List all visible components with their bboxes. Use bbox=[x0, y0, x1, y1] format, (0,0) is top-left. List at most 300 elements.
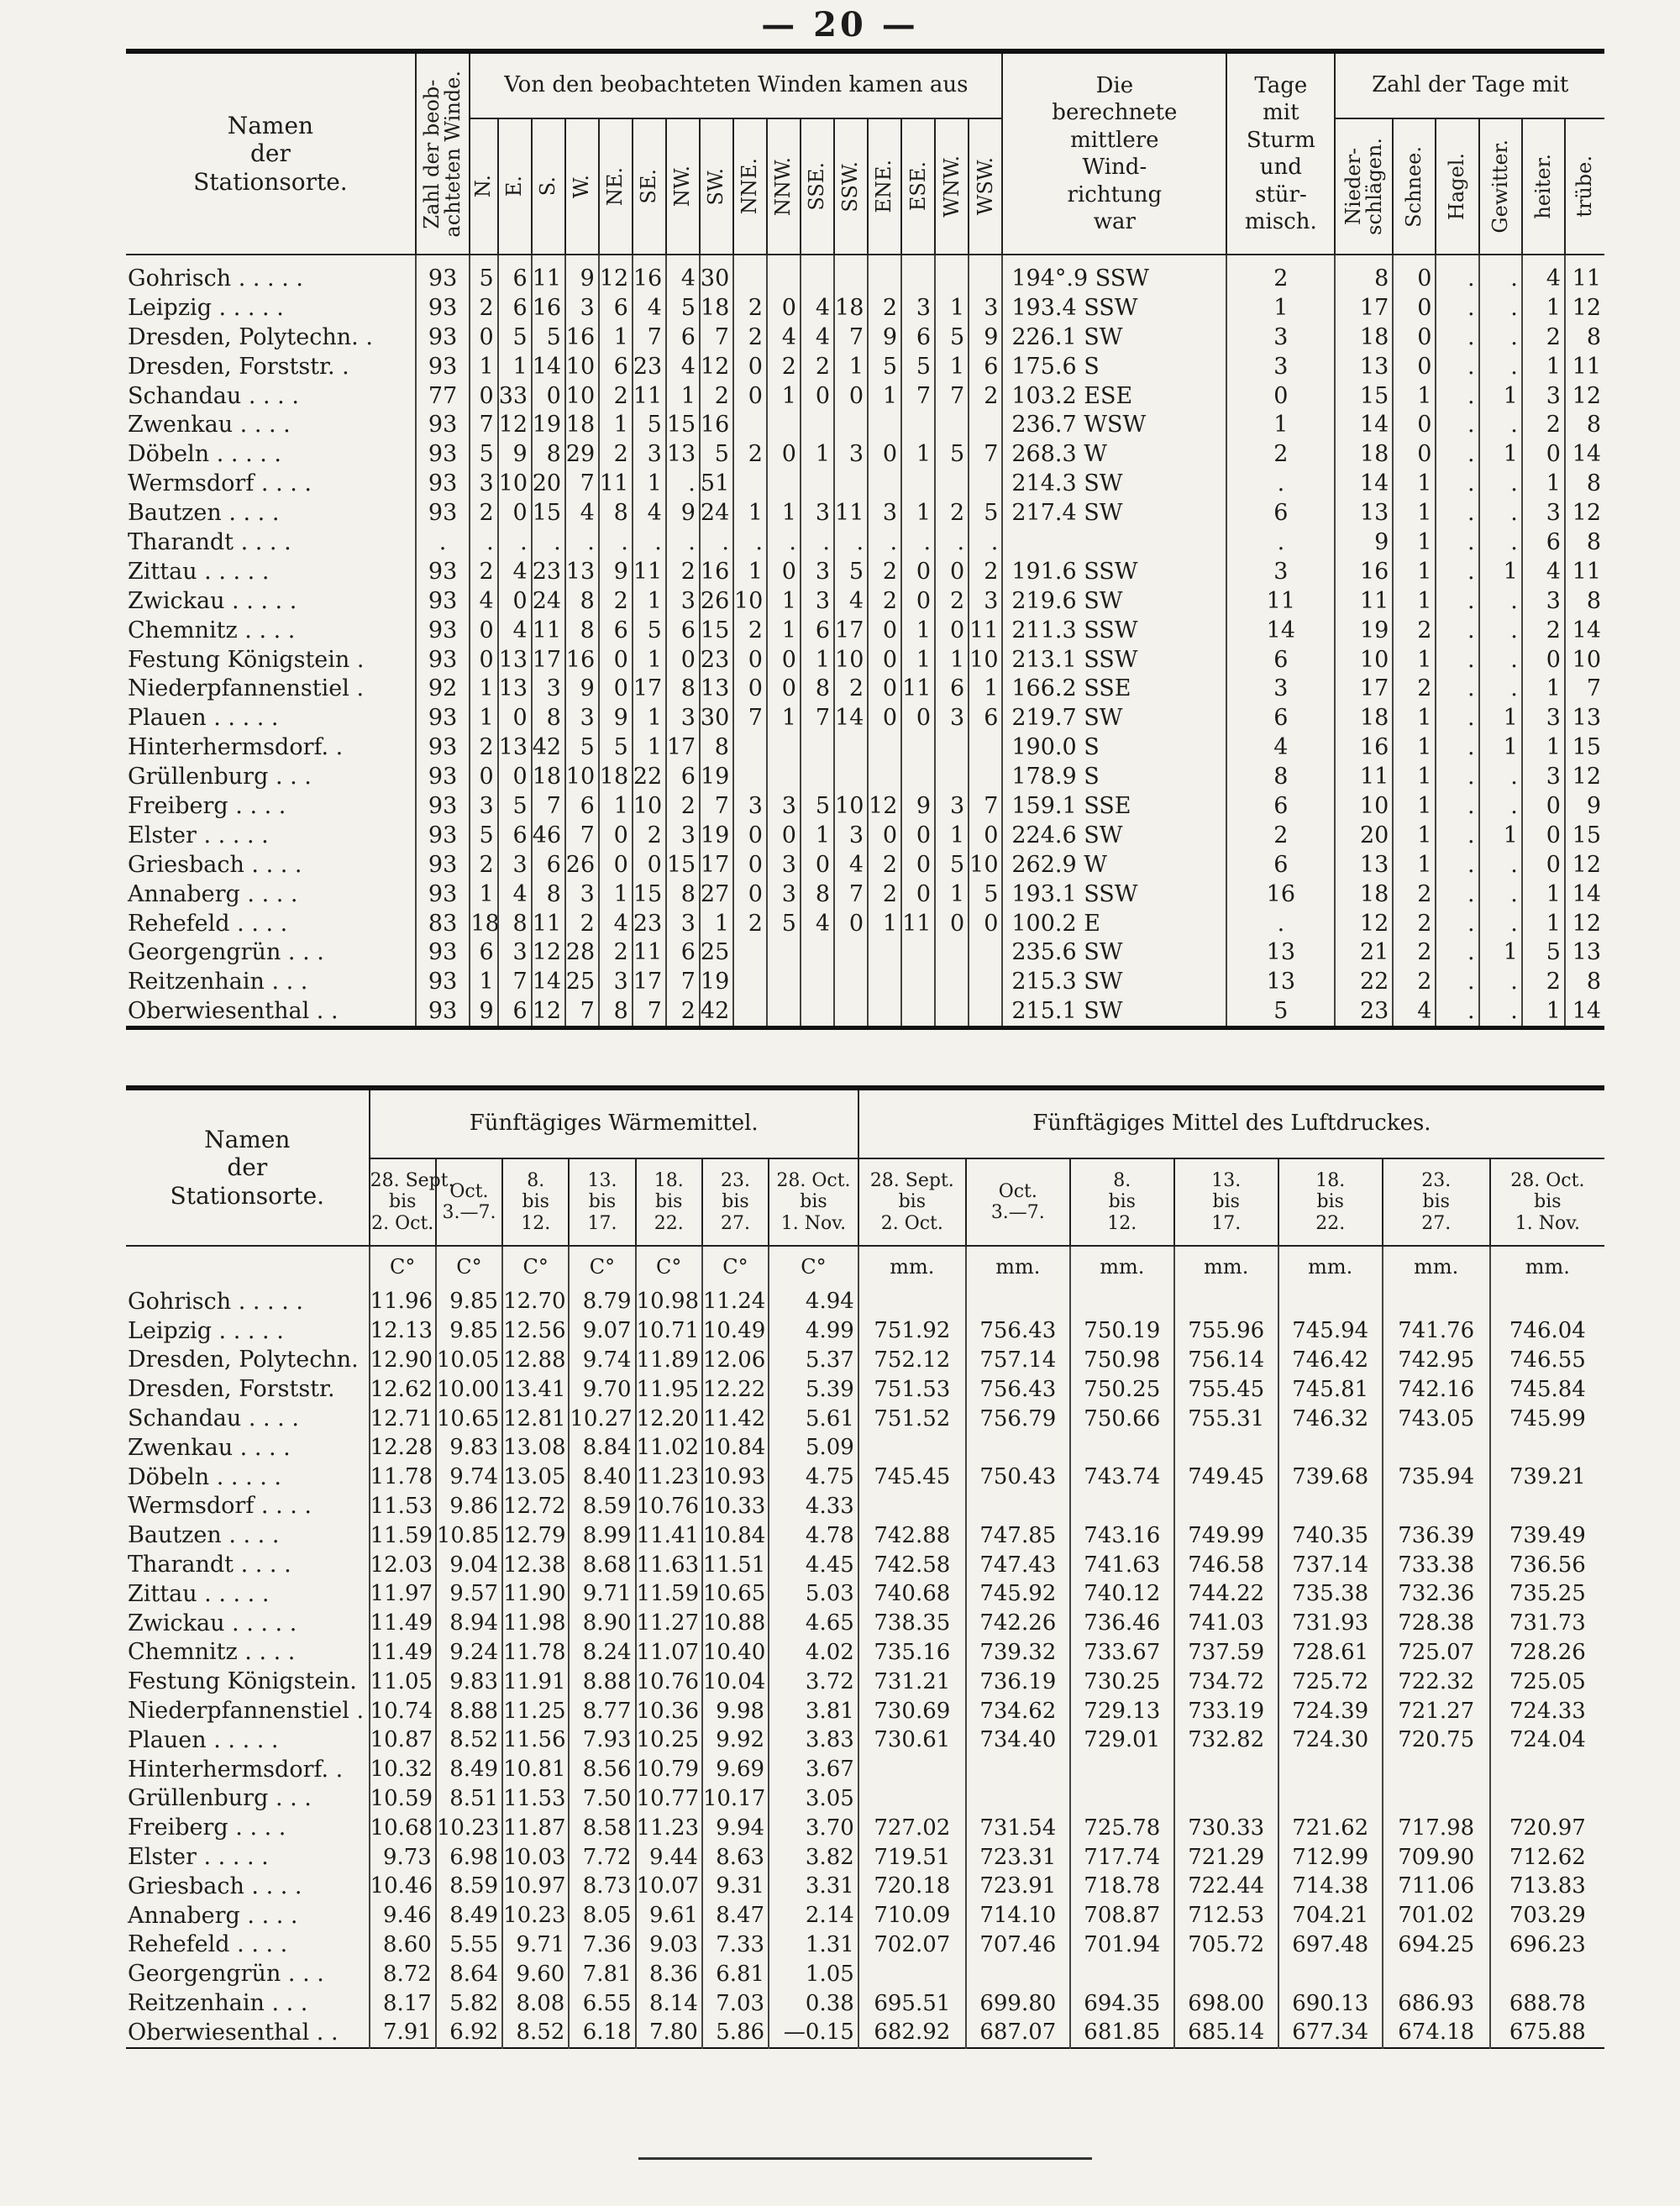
day-count: 16 bbox=[1335, 557, 1393, 586]
temp-unit: C° bbox=[370, 1246, 436, 1287]
temperature-value: 11.90 bbox=[502, 1579, 569, 1609]
wind-count: 5 bbox=[767, 909, 801, 938]
day-count: . bbox=[1436, 255, 1478, 293]
wind-count: 1 bbox=[901, 616, 935, 645]
mean-direction: 236.7 WSW bbox=[1002, 410, 1226, 439]
wind-count: 9 bbox=[666, 498, 700, 528]
day-count: 8 bbox=[1565, 469, 1604, 498]
wind-count bbox=[969, 255, 1002, 293]
pressure-value bbox=[858, 1755, 966, 1784]
wind-count: 10 bbox=[498, 469, 532, 498]
temperature-value: 9.46 bbox=[370, 1901, 436, 1930]
wind-count: 1 bbox=[633, 469, 666, 498]
wind-count: 2 bbox=[733, 293, 767, 323]
wind-count: 25 bbox=[565, 967, 599, 996]
pressure-value: 740.12 bbox=[1070, 1579, 1174, 1609]
pressure-value: 733.38 bbox=[1383, 1550, 1490, 1579]
wind-count: 4 bbox=[834, 586, 868, 616]
temperature-value: 4.99 bbox=[769, 1316, 858, 1346]
wind-count bbox=[801, 938, 834, 967]
storm-days: 3 bbox=[1226, 352, 1335, 381]
wind-count: 33 bbox=[498, 381, 532, 411]
wind-count: 7 bbox=[565, 996, 599, 1027]
temperature-value: 4.94 bbox=[769, 1287, 858, 1316]
observed-count: 93 bbox=[416, 586, 470, 616]
wind-count: 2 bbox=[470, 850, 497, 880]
pressure-value: 755.96 bbox=[1174, 1316, 1278, 1346]
wind-count: 2 bbox=[868, 850, 901, 880]
storm-days: 14 bbox=[1226, 616, 1335, 645]
day-count: . bbox=[1436, 880, 1478, 909]
temperature-value: 8.84 bbox=[569, 1433, 635, 1463]
wind-count bbox=[767, 938, 801, 967]
pressure-value: 750.25 bbox=[1070, 1374, 1174, 1404]
temperature-value: 8.24 bbox=[569, 1638, 635, 1668]
temperature-value: 7.81 bbox=[569, 1959, 635, 1988]
pressure-value bbox=[858, 1959, 966, 1988]
temperature-value: 8.63 bbox=[702, 1842, 769, 1872]
day-count: 18 bbox=[1335, 439, 1393, 469]
wind-count: 13 bbox=[498, 733, 532, 762]
wind-count: 12 bbox=[868, 791, 901, 821]
table-row bbox=[126, 1725, 1604, 1755]
wind-count: 0 bbox=[801, 850, 834, 880]
mean-direction: 190.0 S bbox=[1002, 733, 1226, 762]
day-count: . bbox=[1436, 381, 1478, 411]
day-count: . bbox=[1436, 996, 1478, 1027]
temperature-value: 11.91 bbox=[502, 1667, 569, 1696]
observed-count: 93 bbox=[416, 850, 470, 880]
day-col-header: Nieder- schlägen. bbox=[1335, 118, 1393, 255]
pressure-value bbox=[1278, 1433, 1383, 1463]
pressure-value: 675.88 bbox=[1490, 2018, 1604, 2048]
wind-count bbox=[868, 762, 901, 791]
station-name: Tharandt . . . . bbox=[128, 528, 291, 555]
pressure-value: 720.97 bbox=[1490, 1813, 1604, 1842]
temperature-value: 11.24 bbox=[702, 1287, 769, 1316]
pressure-value: 687.07 bbox=[966, 2018, 1070, 2048]
wind-count: 1 bbox=[935, 645, 969, 675]
dir-header: E. bbox=[498, 118, 532, 255]
pressure-value: 756.43 bbox=[966, 1374, 1070, 1404]
units-row bbox=[126, 1246, 1604, 1287]
station-name: Tharandt . . . . bbox=[128, 1552, 291, 1578]
wind-count: 17 bbox=[700, 850, 733, 880]
pressure-value: 733.19 bbox=[1174, 1696, 1278, 1725]
temperature-value: 3.67 bbox=[769, 1755, 858, 1784]
station-name: Wermsdorf . . . . bbox=[128, 1493, 312, 1520]
temperature-value: 10.74 bbox=[370, 1696, 436, 1725]
pressure-unit: mm. bbox=[1278, 1246, 1383, 1287]
station-name: Schandau . . . . bbox=[128, 1405, 299, 1432]
storm-days: 2 bbox=[1226, 821, 1335, 850]
day-count: 2 bbox=[1393, 674, 1436, 703]
temperature-value: 8.64 bbox=[436, 1959, 502, 1988]
storm-days: 1 bbox=[1226, 293, 1335, 323]
table-row bbox=[126, 352, 1604, 381]
wind-count: 0 bbox=[733, 674, 767, 703]
day-count: 11 bbox=[1565, 255, 1604, 293]
pressure-period-header: 18. bis 22. bbox=[1278, 1158, 1383, 1246]
day-count: 13 bbox=[1565, 938, 1604, 967]
wind-count bbox=[733, 255, 767, 293]
temperature-value: 10.07 bbox=[636, 1872, 702, 1901]
mean-direction: 193.4 SSW bbox=[1002, 293, 1226, 323]
temperature-value: 7.36 bbox=[569, 1930, 635, 1960]
wind-count: 1 bbox=[935, 880, 969, 909]
wind-count: 1 bbox=[801, 645, 834, 675]
day-count: 1 bbox=[1522, 469, 1565, 498]
wind-count bbox=[801, 967, 834, 996]
day-count: 8 bbox=[1565, 967, 1604, 996]
temperature-value: 13.08 bbox=[502, 1433, 569, 1463]
wind-count: 7 bbox=[532, 791, 565, 821]
wind-count: 1 bbox=[470, 967, 497, 996]
wind-count: 3 bbox=[935, 703, 969, 733]
day-count: 14 bbox=[1565, 880, 1604, 909]
mean-direction: 193.1 SSW bbox=[1002, 880, 1226, 909]
day-count: 14 bbox=[1565, 616, 1604, 645]
temperature-value: 10.76 bbox=[636, 1667, 702, 1696]
temperature-value: 12.81 bbox=[502, 1404, 569, 1433]
day-count: 12 bbox=[1565, 762, 1604, 791]
temperature-value: 8.05 bbox=[569, 1901, 635, 1930]
day-count: 3 bbox=[1522, 381, 1565, 411]
temperature-value: 9.83 bbox=[436, 1433, 502, 1463]
day-count: 1 bbox=[1393, 821, 1436, 850]
wind-count: 5 bbox=[532, 323, 565, 352]
temperature-value: 5.39 bbox=[769, 1374, 858, 1404]
wind-count: 1 bbox=[767, 703, 801, 733]
pressure-value: 735.38 bbox=[1278, 1579, 1383, 1609]
day-count: . bbox=[1479, 880, 1522, 909]
wind-count: 16 bbox=[700, 557, 733, 586]
day-count: . bbox=[1436, 791, 1478, 821]
day-count: 8 bbox=[1565, 528, 1604, 557]
wind-count: 0 bbox=[733, 850, 767, 880]
wind-count: 1 bbox=[733, 557, 767, 586]
table-row bbox=[126, 1404, 1604, 1433]
pressure-value: 742.58 bbox=[858, 1550, 966, 1579]
pressure-value: 710.09 bbox=[858, 1901, 966, 1930]
day-count: . bbox=[1436, 469, 1478, 498]
wind-count: . bbox=[666, 469, 700, 498]
day-count: 1 bbox=[1522, 996, 1565, 1027]
observed-count: 93 bbox=[416, 439, 470, 469]
wind-count: 9 bbox=[599, 557, 633, 586]
temperature-pressure-body bbox=[126, 1246, 1604, 2048]
pressure-value: 730.25 bbox=[1070, 1667, 1174, 1696]
storm-days: 2 bbox=[1226, 439, 1335, 469]
table-row bbox=[126, 996, 1604, 1027]
station-name: Niederpfannenstiel . bbox=[128, 675, 365, 702]
wind-table bbox=[126, 49, 1604, 1030]
observed-count: 93 bbox=[416, 821, 470, 850]
wind-count: 2 bbox=[470, 498, 497, 528]
temperature-value: 8.47 bbox=[702, 1901, 769, 1930]
station-names-header-2: Namen der Stationsorte. bbox=[126, 1088, 370, 1246]
wind-count: 6 bbox=[599, 616, 633, 645]
wind-count: 0 bbox=[498, 498, 532, 528]
wind-count: . bbox=[700, 528, 733, 557]
pressure-value bbox=[1383, 1492, 1490, 1521]
pressure-unit: mm. bbox=[1174, 1246, 1278, 1287]
dir-header: SSE. bbox=[801, 118, 834, 255]
day-count: 9 bbox=[1565, 791, 1604, 821]
pressure-value: 723.31 bbox=[966, 1842, 1070, 1872]
pressure-value: 747.85 bbox=[966, 1521, 1070, 1550]
pressure-value bbox=[1383, 1433, 1490, 1463]
wind-count: 6 bbox=[470, 938, 497, 967]
day-count: . bbox=[1436, 674, 1478, 703]
wind-count: 2 bbox=[599, 381, 633, 411]
wind-count: 23 bbox=[633, 352, 666, 381]
pressure-value: 746.55 bbox=[1490, 1346, 1604, 1375]
wind-count: 4 bbox=[834, 850, 868, 880]
pressure-unit: mm. bbox=[1070, 1246, 1174, 1287]
temperature-value: 11.23 bbox=[636, 1463, 702, 1492]
pressure-value: 688.78 bbox=[1490, 1988, 1604, 2018]
wind-count: 10 bbox=[969, 645, 1002, 675]
pressure-value bbox=[1490, 1784, 1604, 1814]
temperature-value: 7.03 bbox=[702, 1988, 769, 2018]
observed-count: 93 bbox=[416, 703, 470, 733]
temperature-value: 8.14 bbox=[636, 1988, 702, 2018]
day-count: 3 bbox=[1522, 586, 1565, 616]
day-count: 0 bbox=[1393, 255, 1436, 293]
pressure-value: 736.56 bbox=[1490, 1550, 1604, 1579]
day-count: 8 bbox=[1565, 586, 1604, 616]
dir-header: NNE. bbox=[733, 118, 767, 255]
temperature-value: 10.23 bbox=[502, 1901, 569, 1930]
wind-count: 7 bbox=[700, 791, 733, 821]
temperature-value: 11.02 bbox=[636, 1433, 702, 1463]
wind-count: 6 bbox=[935, 674, 969, 703]
day-count: . bbox=[1479, 255, 1522, 293]
temperature-value: 12.88 bbox=[502, 1346, 569, 1375]
wind-count: 25 bbox=[700, 938, 733, 967]
day-count: 2 bbox=[1393, 967, 1436, 996]
wind-count: 3 bbox=[935, 791, 969, 821]
temperature-value: 7.50 bbox=[569, 1784, 635, 1814]
temperature-value: 10.23 bbox=[436, 1813, 502, 1842]
wind-count: 1 bbox=[801, 821, 834, 850]
wind-count: 12 bbox=[532, 996, 565, 1027]
temperature-value: 8.08 bbox=[502, 1988, 569, 2018]
wind-count: 0 bbox=[767, 293, 801, 323]
wind-count bbox=[733, 996, 767, 1027]
wind-count: 2 bbox=[834, 674, 868, 703]
wind-count: 0 bbox=[935, 557, 969, 586]
day-count: . bbox=[1479, 469, 1522, 498]
station-name: Freiberg . . . . bbox=[128, 1815, 286, 1841]
pressure-value bbox=[1490, 1755, 1604, 1784]
storm-days: . bbox=[1226, 528, 1335, 557]
wind-count: 4 bbox=[666, 352, 700, 381]
observed-count: 93 bbox=[416, 938, 470, 967]
wind-count: 0 bbox=[767, 439, 801, 469]
wind-count: 0 bbox=[868, 674, 901, 703]
day-count: 13 bbox=[1565, 703, 1604, 733]
pressure-value: 751.92 bbox=[858, 1316, 966, 1346]
station-name: Festung Königstein . bbox=[128, 646, 365, 673]
temperature-value: 7.80 bbox=[636, 2018, 702, 2048]
temperature-value: 7.33 bbox=[702, 1930, 769, 1960]
temperature-value: 3.72 bbox=[769, 1667, 858, 1696]
day-count: . bbox=[1479, 323, 1522, 352]
wind-count: 10 bbox=[565, 381, 599, 411]
pressure-value: 697.48 bbox=[1278, 1930, 1383, 1960]
pressure-value: 718.78 bbox=[1070, 1872, 1174, 1901]
wind-count: 15 bbox=[532, 498, 565, 528]
table-row bbox=[126, 880, 1604, 909]
storm-days: 3 bbox=[1226, 323, 1335, 352]
wind-count: 2 bbox=[700, 381, 733, 411]
wind-count: . bbox=[666, 528, 700, 557]
day-count: 1 bbox=[1479, 703, 1522, 733]
day-count: . bbox=[1436, 703, 1478, 733]
temperature-value: 9.98 bbox=[702, 1696, 769, 1725]
wind-count: 7 bbox=[733, 703, 767, 733]
wind-count: 17 bbox=[633, 967, 666, 996]
day-count: 1 bbox=[1393, 469, 1436, 498]
wind-count: 7 bbox=[969, 439, 1002, 469]
wind-count: 0 bbox=[901, 850, 935, 880]
wind-count: 0 bbox=[470, 616, 497, 645]
temperature-value: 9.24 bbox=[436, 1638, 502, 1668]
temperature-value: 11.95 bbox=[636, 1374, 702, 1404]
dir-header: SE. bbox=[633, 118, 666, 255]
temperature-value: 12.79 bbox=[502, 1521, 569, 1550]
wind-count bbox=[868, 255, 901, 293]
wind-count: 5 bbox=[498, 323, 532, 352]
pressure-value: 709.90 bbox=[1383, 1842, 1490, 1872]
wind-count: 11 bbox=[532, 255, 565, 293]
day-count: 1 bbox=[1393, 381, 1436, 411]
wind-count bbox=[733, 762, 767, 791]
temperature-value: 11.23 bbox=[636, 1813, 702, 1842]
day-count: 6 bbox=[1522, 528, 1565, 557]
pressure-value: 730.61 bbox=[858, 1725, 966, 1755]
temperature-value: 8.79 bbox=[569, 1287, 635, 1316]
day-count: 14 bbox=[1335, 410, 1393, 439]
wind-count bbox=[801, 469, 834, 498]
wind-count: 7 bbox=[935, 381, 969, 411]
day-count: . bbox=[1436, 323, 1478, 352]
station-name: Oberwiesenthal . . bbox=[128, 2019, 339, 2046]
table-row bbox=[126, 1959, 1604, 1988]
storm-days: 6 bbox=[1226, 498, 1335, 528]
wind-count: 15 bbox=[666, 410, 700, 439]
dir-header: SSW. bbox=[834, 118, 868, 255]
pressure-value: 742.95 bbox=[1383, 1346, 1490, 1375]
wind-count bbox=[767, 255, 801, 293]
wind-count bbox=[834, 733, 868, 762]
wind-count: 1 bbox=[834, 352, 868, 381]
wind-count: 3 bbox=[834, 821, 868, 850]
pressure-value bbox=[1490, 1492, 1604, 1521]
temperature-value: 11.53 bbox=[502, 1784, 569, 1814]
wind-count: 2 bbox=[633, 821, 666, 850]
pressure-value: 728.38 bbox=[1383, 1609, 1490, 1638]
wind-count bbox=[901, 762, 935, 791]
pressure-value bbox=[1174, 1784, 1278, 1814]
day-count: . bbox=[1479, 410, 1522, 439]
wind-count: 0 bbox=[733, 645, 767, 675]
wind-count: 1 bbox=[599, 791, 633, 821]
wind-count bbox=[767, 469, 801, 498]
table-row bbox=[126, 1346, 1604, 1375]
station-name: Zittau . . . . . bbox=[128, 1580, 270, 1607]
day-count: 10 bbox=[1565, 645, 1604, 675]
wind-count: . bbox=[633, 528, 666, 557]
temperature-value: 10.81 bbox=[502, 1755, 569, 1784]
station-name: Döbeln . . . . . bbox=[128, 441, 282, 468]
temperature-value: 4.75 bbox=[769, 1463, 858, 1492]
day-count: 2 bbox=[1522, 323, 1565, 352]
wind-count: 0 bbox=[834, 381, 868, 411]
wind-count: 3 bbox=[565, 703, 599, 733]
wind-count: 5 bbox=[565, 733, 599, 762]
day-count: 23 bbox=[1335, 996, 1393, 1027]
temperature-value: 11.56 bbox=[502, 1725, 569, 1755]
temperature-value: —0.15 bbox=[769, 2018, 858, 2048]
wind-count: 11 bbox=[532, 909, 565, 938]
pressure-value bbox=[1383, 1755, 1490, 1784]
pressure-value: 731.93 bbox=[1278, 1609, 1383, 1638]
pressure-value bbox=[1174, 1287, 1278, 1316]
wind-count: 0 bbox=[498, 762, 532, 791]
temperature-value: 0.38 bbox=[769, 1988, 858, 2018]
day-col-header: heiter. bbox=[1522, 118, 1565, 255]
wind-count: 13 bbox=[498, 645, 532, 675]
observed-count-header: Zahl der beob- achteten Winde. bbox=[416, 51, 470, 255]
observed-count: 83 bbox=[416, 909, 470, 938]
pressure-value bbox=[1070, 1287, 1174, 1316]
wind-count bbox=[969, 967, 1002, 996]
day-count: . bbox=[1436, 557, 1478, 586]
temperature-value: 9.69 bbox=[702, 1755, 769, 1784]
wind-table-body bbox=[126, 255, 1604, 1028]
wind-count: 19 bbox=[532, 410, 565, 439]
temperature-value: 9.85 bbox=[436, 1287, 502, 1316]
temperature-value: 8.99 bbox=[569, 1521, 635, 1550]
day-count: . bbox=[1479, 850, 1522, 880]
wind-count: 5 bbox=[633, 410, 666, 439]
observed-count: . bbox=[416, 528, 470, 557]
wind-count: 2 bbox=[868, 586, 901, 616]
dir-header: ESE. bbox=[901, 118, 935, 255]
wind-count: 23 bbox=[633, 909, 666, 938]
pressure-value bbox=[1278, 1755, 1383, 1784]
day-col-header: trübe. bbox=[1565, 118, 1604, 255]
pressure-value: 701.02 bbox=[1383, 1901, 1490, 1930]
temperature-value: 12.03 bbox=[370, 1550, 436, 1579]
temperature-value: 9.71 bbox=[502, 1930, 569, 1960]
table-row bbox=[126, 1901, 1604, 1930]
pressure-value: 743.05 bbox=[1383, 1404, 1490, 1433]
wind-count: 2 bbox=[666, 557, 700, 586]
storm-days: 6 bbox=[1226, 850, 1335, 880]
day-count: 1 bbox=[1479, 733, 1522, 762]
temperature-value: 10.87 bbox=[370, 1725, 436, 1755]
temperature-value: 12.72 bbox=[502, 1492, 569, 1521]
station-name: Griesbach . . . . bbox=[128, 851, 302, 878]
temperature-value: 11.53 bbox=[370, 1492, 436, 1521]
temperature-value: 12.71 bbox=[370, 1404, 436, 1433]
observed-count: 93 bbox=[416, 967, 470, 996]
table-row bbox=[126, 1550, 1604, 1579]
